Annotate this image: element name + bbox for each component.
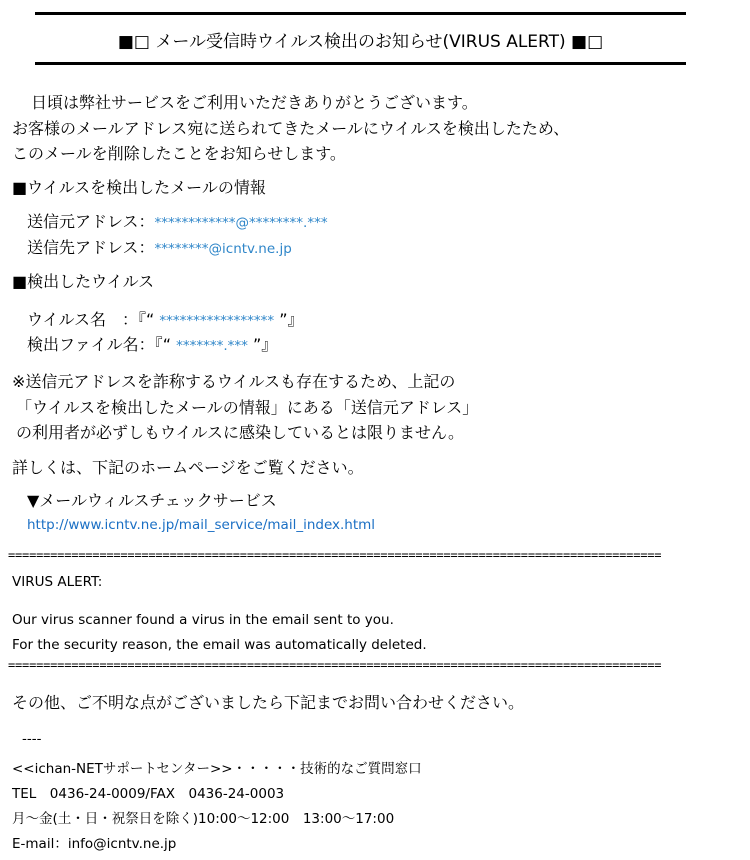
title-rule — [35, 62, 686, 65]
virus-name-label: ウイルス名 ：『 — [27, 310, 147, 329]
details-text: 詳しくは、下記のホームページをご覧ください。 — [12, 458, 364, 477]
to-address-label: 送信先アドレス： — [27, 238, 155, 257]
support-center: <<ichan-NETサポートセンター>>・・・・・技術的なご質問窓口 — [12, 761, 422, 777]
virus-name-value: ***************** — [159, 313, 275, 329]
contact-hours: 月～金(土・日・祝祭日を除く)10:00～12:00 13:00～17:00 — [12, 811, 395, 827]
mail-info-heading: ■ウイルスを検出したメールの情報 — [12, 178, 266, 197]
to-address-value: ********@icntv.ne.jp — [154, 241, 292, 257]
inquiry-text: その他、ご不明な点がございましたら下記までお問い合わせください。 — [12, 693, 525, 712]
virus-info-heading: ■検出したウイルス — [12, 272, 155, 291]
note-line-2: 「ウイルスを検出したメールの情報」にある「送信元アドレス」 — [16, 398, 479, 417]
detected-file-close-quote: ”』 — [247, 335, 278, 354]
virus-name-row — [27, 309, 304, 331]
detected-file-value: *******.*** — [176, 338, 248, 354]
contact-tel-fax: TEL 0436-24-0009/FAX 0436-24-0003 — [12, 786, 285, 802]
intro-line-2: お客様のメールアドレス宛に送られてきたメールにウイルスを検出したため、 — [12, 119, 570, 138]
english-line-1: Our virus scanner found a virus in the email sent to you. — [12, 612, 394, 628]
from-address-value: ************@********.*** — [154, 215, 328, 231]
note-line-1: ※送信元アドレスを詐称するウイルスも存在するため、上記の — [12, 372, 456, 391]
separator-top: ============================================================================================= — [8, 548, 662, 562]
intro-line-3: このメールを削除したことをお知らせします。 — [12, 144, 346, 163]
notice-title: ■□ メール受信時ウイルス検出のお知らせ(VIRUS ALERT) ■□ — [117, 32, 604, 52]
to-address-row — [27, 237, 292, 259]
detected-file-label: 検出ファイル名：『 — [27, 335, 163, 354]
detected-file-open-quote: “ — [162, 335, 177, 354]
service-label: ▼メールウィルスチェックサービス — [27, 491, 277, 510]
virus-name-open-quote: “ — [146, 310, 160, 329]
virus-name-close-quote: ”』 — [274, 310, 304, 329]
detected-file-row — [27, 334, 277, 356]
service-link[interactable]: http://www.icntv.ne.jp/mail_service/mail_index.html — [27, 517, 376, 533]
contact-email: E-mail：info@icntv.ne.jp — [12, 836, 177, 852]
top-rule — [35, 12, 686, 15]
contact-dashes: ---- — [22, 731, 42, 747]
separator-bottom: ============================================================================================= — [8, 658, 662, 672]
english-heading: VIRUS ALERT: — [12, 574, 103, 590]
note-line-3: の利用者が必ずしもウイルスに感染しているとは限りません。 — [16, 423, 465, 442]
from-address-row — [27, 211, 328, 233]
english-line-2: For the security reason, the email was automatically deleted. — [12, 637, 427, 653]
intro-line-1: 日頃は弊社サービスをご利用いただきありがとうございます。 — [31, 93, 478, 112]
from-address-label: 送信元アドレス： — [27, 212, 155, 231]
